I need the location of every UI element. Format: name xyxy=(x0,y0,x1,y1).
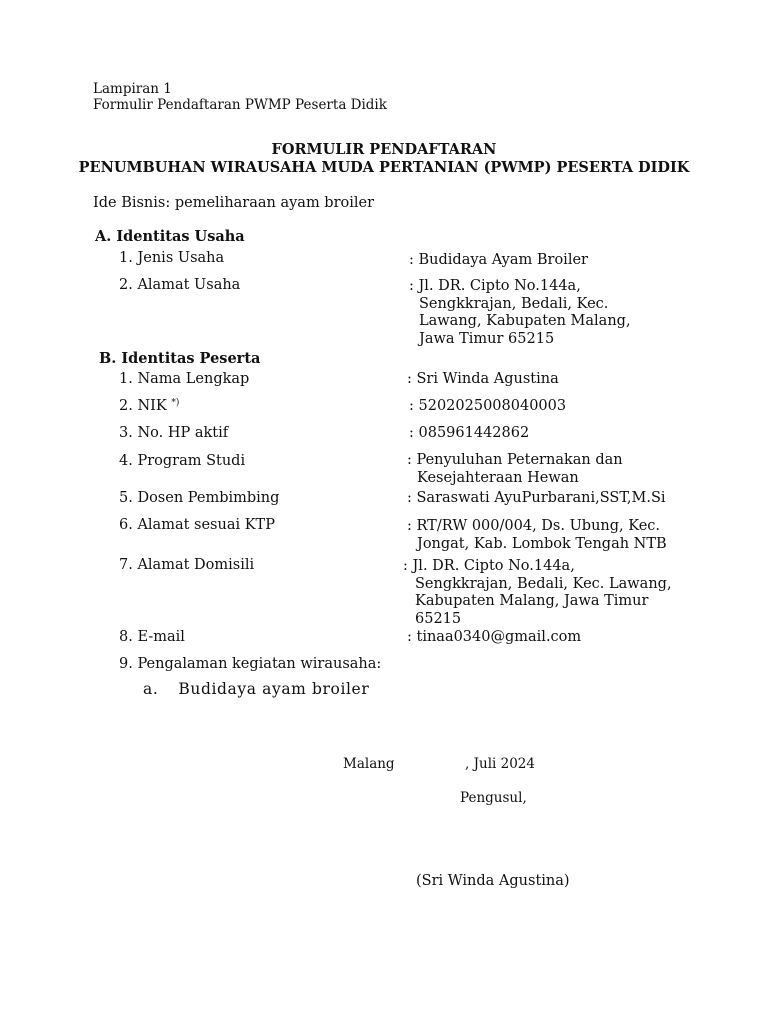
value-line: : tinaa0340@gmail.com xyxy=(407,629,582,645)
lampiran-label: Lampiran 1 xyxy=(93,81,172,97)
field-label-program-studi: 4. Program Studi xyxy=(119,453,246,469)
field-value-email xyxy=(407,630,581,645)
value-line: : Jl. DR. Cipto No.144a, xyxy=(409,278,581,294)
field-label-alamat-usaha: 2. Alamat Usaha xyxy=(119,277,241,293)
signature-role: Pengusul, xyxy=(460,790,527,806)
value-line: : Sri Winda Agustina xyxy=(407,371,559,387)
field-value-nama-lengkap xyxy=(407,372,559,387)
field-value-alamat-domisili xyxy=(403,558,672,628)
experience-item xyxy=(143,682,369,698)
value-line: 65215 xyxy=(415,610,462,627)
field-value-no-hp xyxy=(409,426,529,441)
field-value-jenis-usaha xyxy=(409,253,588,268)
ide-bisnis: Ide Bisnis: pemeliharaan ayam broiler xyxy=(93,195,375,211)
nik-label-text: 2. NIK xyxy=(119,398,167,414)
value-line: Lawang, Kabupaten Malang, xyxy=(419,313,631,329)
value-line: : 5202025008040003 xyxy=(409,398,567,414)
nik-footnote-mark: *) xyxy=(171,398,180,408)
field-label-dosen-pembimbing: 5. Dosen Pembimbing xyxy=(119,490,280,506)
signature-date: , Juli 2024 xyxy=(465,756,535,772)
field-value-nik xyxy=(409,399,566,414)
value-line: : RT/RW 000/004, Ds. Ubung, Kec. xyxy=(407,518,660,534)
value-line: : Penyuluhan Peternakan dan xyxy=(407,452,623,468)
header-subtitle: Formulir Pendaftaran PWMP Peserta Didik xyxy=(93,97,387,113)
signature-name: (Sri Winda Agustina) xyxy=(416,873,570,889)
field-value-alamat-usaha xyxy=(409,278,631,348)
value-line: : Jl. DR. Cipto No.144a, xyxy=(403,558,575,574)
value-line: : 085961442862 xyxy=(409,425,530,441)
field-label-email: 8. E-mail xyxy=(119,629,185,645)
section-a-heading: A. Identitas Usaha xyxy=(95,228,245,245)
field-label-alamat-domisili: 7. Alamat Domisili xyxy=(119,557,255,573)
experience-item-marker: a. xyxy=(143,680,159,698)
field-label-nik xyxy=(119,399,179,414)
field-label-nama-lengkap: 1. Nama Lengkap xyxy=(119,371,250,387)
value-line: Kabupaten Malang, Jawa Timur xyxy=(415,593,649,609)
field-label-alamat-ktp: 6. Alamat sesuai KTP xyxy=(119,517,275,533)
field-label-jenis-usaha: 1. Jenis Usaha xyxy=(119,250,225,266)
value-line: Sengkkrajan, Bedali, Kec. Lawang, xyxy=(415,575,672,592)
field-label-no-hp: 3. No. HP aktif xyxy=(119,425,229,441)
value-line: : Saraswati AyuPurbarani,SST,M.Si xyxy=(407,490,666,506)
field-value-program-studi xyxy=(407,452,623,487)
field-value-dosen-pembimbing xyxy=(407,491,666,506)
experience-item-text: Budidaya ayam broiler xyxy=(178,680,370,698)
value-line: Kesejahteraan Hewan xyxy=(417,469,579,486)
field-value-alamat-ktp xyxy=(407,518,667,553)
form-title-line2: PENUMBUHAN WIRAUSAHA MUDA PERTANIAN (PWMP) PESERTA DIDIK xyxy=(78,159,690,176)
value-line: Jongat, Kab. Lombok Tengah NTB xyxy=(417,535,667,552)
value-line: : Budidaya Ayam Broiler xyxy=(409,252,588,268)
signature-place: Malang xyxy=(343,756,395,772)
section-b-heading: B. Identitas Peserta xyxy=(99,350,261,367)
value-line: Jawa Timur 65215 xyxy=(419,330,555,347)
experience-label: 9. Pengalaman kegiatan wirausaha: xyxy=(119,656,382,672)
form-title-line1: FORMULIR PENDAFTARAN xyxy=(271,141,497,158)
value-line: Sengkkrajan, Bedali, Kec. xyxy=(419,295,609,312)
